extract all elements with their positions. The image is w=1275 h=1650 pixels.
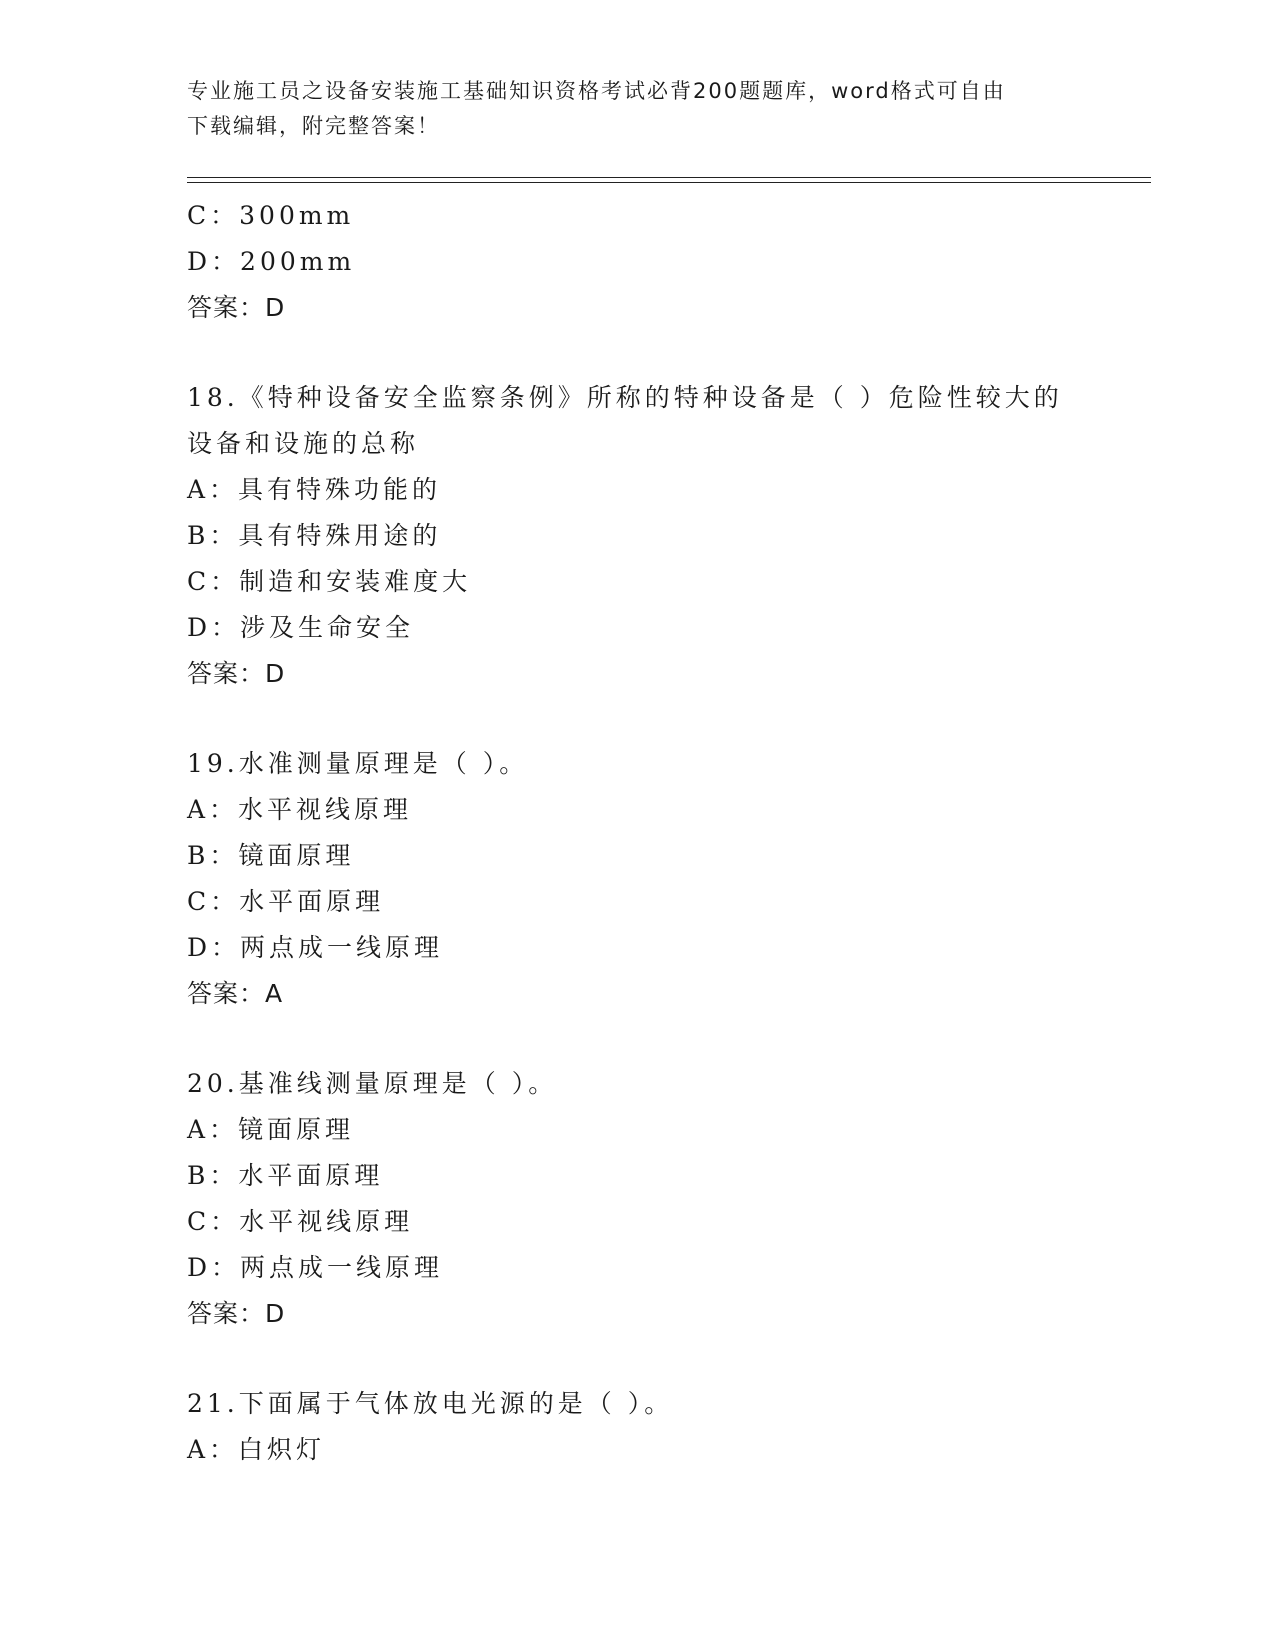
option-a: A：白炽灯 [187, 1435, 326, 1464]
option-d: D：涉及生命安全 [187, 613, 415, 642]
spacer [187, 1017, 1087, 1061]
answer-line: 答案：D [187, 659, 286, 688]
question-stem-line-1: 20.基准线测量原理是（ ）。 [187, 1069, 558, 1098]
spacer [187, 697, 1087, 741]
question-stem-line-2: 设备和设施的总称 [187, 429, 420, 458]
header-title-line-1: 专业施工员之设备安装施工基础知识资格考试必背200题题库，word格式可自由 [187, 79, 1006, 103]
option-a: A：水平视线原理 [187, 795, 413, 824]
option-c: C：水平面原理 [187, 887, 385, 916]
question-list [187, 193, 1087, 1473]
question-19 [187, 741, 1087, 1017]
answer-line: 答案：D [187, 293, 286, 322]
header-divider-top [187, 177, 1151, 178]
option-c: C：水平视线原理 [187, 1207, 414, 1236]
option-c: C：制造和安装难度大 [187, 567, 472, 596]
option-d: D：200mm [187, 247, 356, 276]
option-a: A：具有特殊功能的 [187, 475, 442, 504]
option-b: B：镜面原理 [187, 841, 355, 870]
question-stem-line-1: 21.下面属于气体放电光源的是（ ）。 [187, 1389, 674, 1418]
option-c: C：300mm [187, 201, 355, 230]
option-b: B：水平面原理 [187, 1161, 384, 1190]
question-18 [187, 375, 1087, 697]
question-stem-line-1: 19.水准测量原理是（ ）。 [187, 749, 529, 778]
option-d: D：两点成一线原理 [187, 933, 444, 962]
option-b: B：具有特殊用途的 [187, 521, 442, 550]
question-17-continuation [187, 193, 1087, 331]
header-divider-bottom [187, 182, 1151, 183]
document-header [187, 74, 1087, 144]
option-a: A：镜面原理 [187, 1115, 355, 1144]
question-stem-line-1: 18.《特种设备安全监察条例》所称的特种设备是（ ）危险性较大的 [187, 383, 1063, 412]
spacer [187, 331, 1087, 375]
question-20 [187, 1061, 1087, 1337]
header-title-line-2: 下载编辑，附完整答案！ [187, 114, 440, 138]
question-21 [187, 1381, 1087, 1473]
spacer [187, 1337, 1087, 1381]
answer-line: 答案：D [187, 1299, 286, 1328]
answer-line: 答案：A [187, 979, 284, 1008]
option-d: D：两点成一线原理 [187, 1253, 444, 1282]
